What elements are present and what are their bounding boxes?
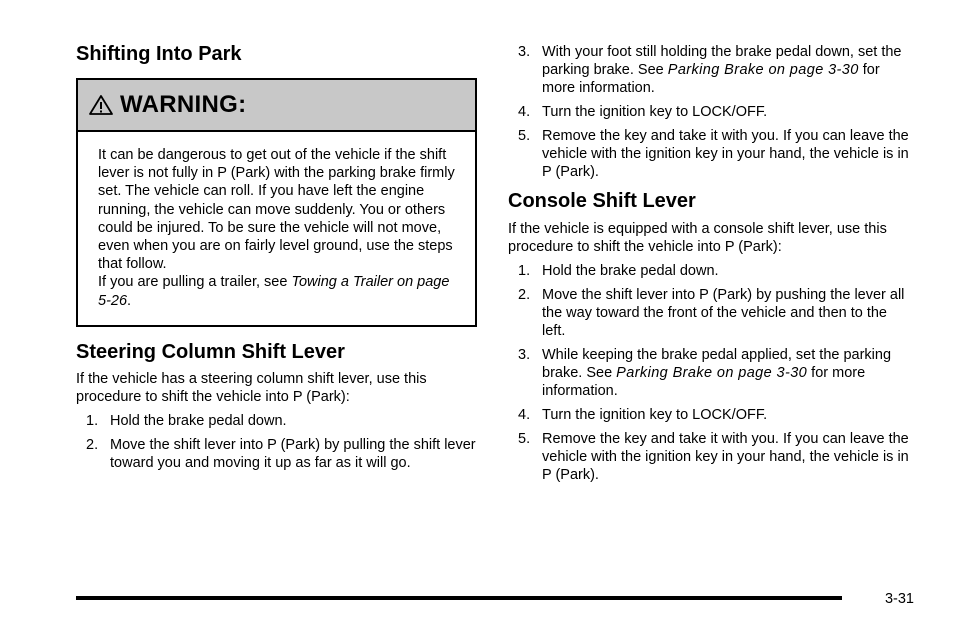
- step-item: [508, 430, 910, 484]
- console-steps-list: [508, 262, 910, 490]
- step-number: 5.: [518, 431, 531, 447]
- step-item: [508, 262, 910, 280]
- step-item: [508, 346, 910, 400]
- step-item: [508, 127, 910, 181]
- warning-header: [78, 80, 475, 132]
- step-text: Remove the key and take it with you. If you can leave the vehicle with the ignition key in your hand, the vehicle is in P (Park).: [542, 431, 909, 483]
- continued-steps-list: [508, 43, 910, 187]
- step-text: Turn the ignition key to LOCK/OFF.: [542, 407, 768, 423]
- step-item: [508, 103, 910, 121]
- step-number: 2.: [518, 287, 531, 303]
- step-number: 4.: [518, 407, 531, 423]
- step-number: 3.: [518, 44, 531, 60]
- step-page-reference[interactable]: Parking Brake on page 3-30: [616, 365, 808, 381]
- step-item: [508, 406, 910, 424]
- warning-body: [78, 132, 475, 310]
- console-intro: If the vehicle is equipped with a console shift lever, use this procedure to shift the vehicle into P (Park):: [508, 221, 887, 255]
- heading-shifting-into-park: Shifting Into Park: [76, 43, 242, 65]
- step-text: Hold the brake pedal down.: [110, 413, 287, 429]
- warning-trailer-end: .: [127, 292, 132, 309]
- step-text: Move the shift lever into P (Park) by pushing the lever all the way toward the front of the vehicle and then to the left.: [542, 287, 905, 339]
- warning-text: It can be dangerous to get out of the vehicle if the shift lever is not fully in P (Park) with the parking brake firmly set. The vehicle can roll. If you have left the engine running, the vehicle can move suddenly. You or others could be injured. To be sure the vehicle will not move, even when you are on fairly level ground, use the steps that follow.: [98, 147, 455, 273]
- steering-intro: If the vehicle has a steering column shift lever, use this procedure to shift the vehicle into P (Park):: [76, 371, 427, 405]
- steering-steps-list: [76, 412, 477, 478]
- warning-trailer-ref[interactable]: Towing a Trailer on page 5-26: [98, 274, 450, 309]
- step-text: Hold the brake pedal down.: [542, 263, 719, 279]
- step-page-reference[interactable]: Parking Brake on page 3-30: [667, 62, 859, 78]
- warning-trailer-text: If you are pulling a trailer, see: [98, 274, 292, 291]
- step-item: [76, 436, 477, 472]
- step-text-end: for more information.: [542, 62, 880, 96]
- step-number: 1.: [86, 413, 99, 429]
- footer-rule: [76, 596, 842, 600]
- heading-console-shift-lever: Console Shift Lever: [508, 190, 696, 212]
- step-number: 4.: [518, 104, 531, 120]
- heading-steering-column: Steering Column Shift Lever: [76, 341, 345, 363]
- page-number: 3-31: [884, 591, 914, 607]
- step-number: 5.: [518, 128, 531, 144]
- step-item: [508, 43, 910, 97]
- step-text: Remove the key and take it with you. If you can leave the vehicle with the ignition key in your hand, the vehicle is in P (Park).: [542, 128, 909, 180]
- warning-triangle-icon: [88, 94, 114, 116]
- step-item: [76, 412, 477, 430]
- step-text-end: for more information.: [542, 365, 866, 399]
- step-number: 1.: [518, 263, 531, 279]
- step-text: Move the shift lever into P (Park) by pulling the shift lever toward you and moving it up as far as it will go.: [110, 437, 476, 471]
- step-text: While keeping the brake pedal applied, set the parking brake. See: [542, 347, 892, 381]
- step-number: 3.: [518, 347, 531, 363]
- warning-box: [76, 78, 477, 327]
- step-text: With your foot still holding the brake pedal down, set the parking brake. See: [542, 44, 902, 78]
- warning-title: WARNING:: [120, 91, 247, 118]
- step-number: 2.: [86, 437, 99, 453]
- step-text: Turn the ignition key to LOCK/OFF.: [542, 104, 768, 120]
- step-item: [508, 286, 910, 340]
